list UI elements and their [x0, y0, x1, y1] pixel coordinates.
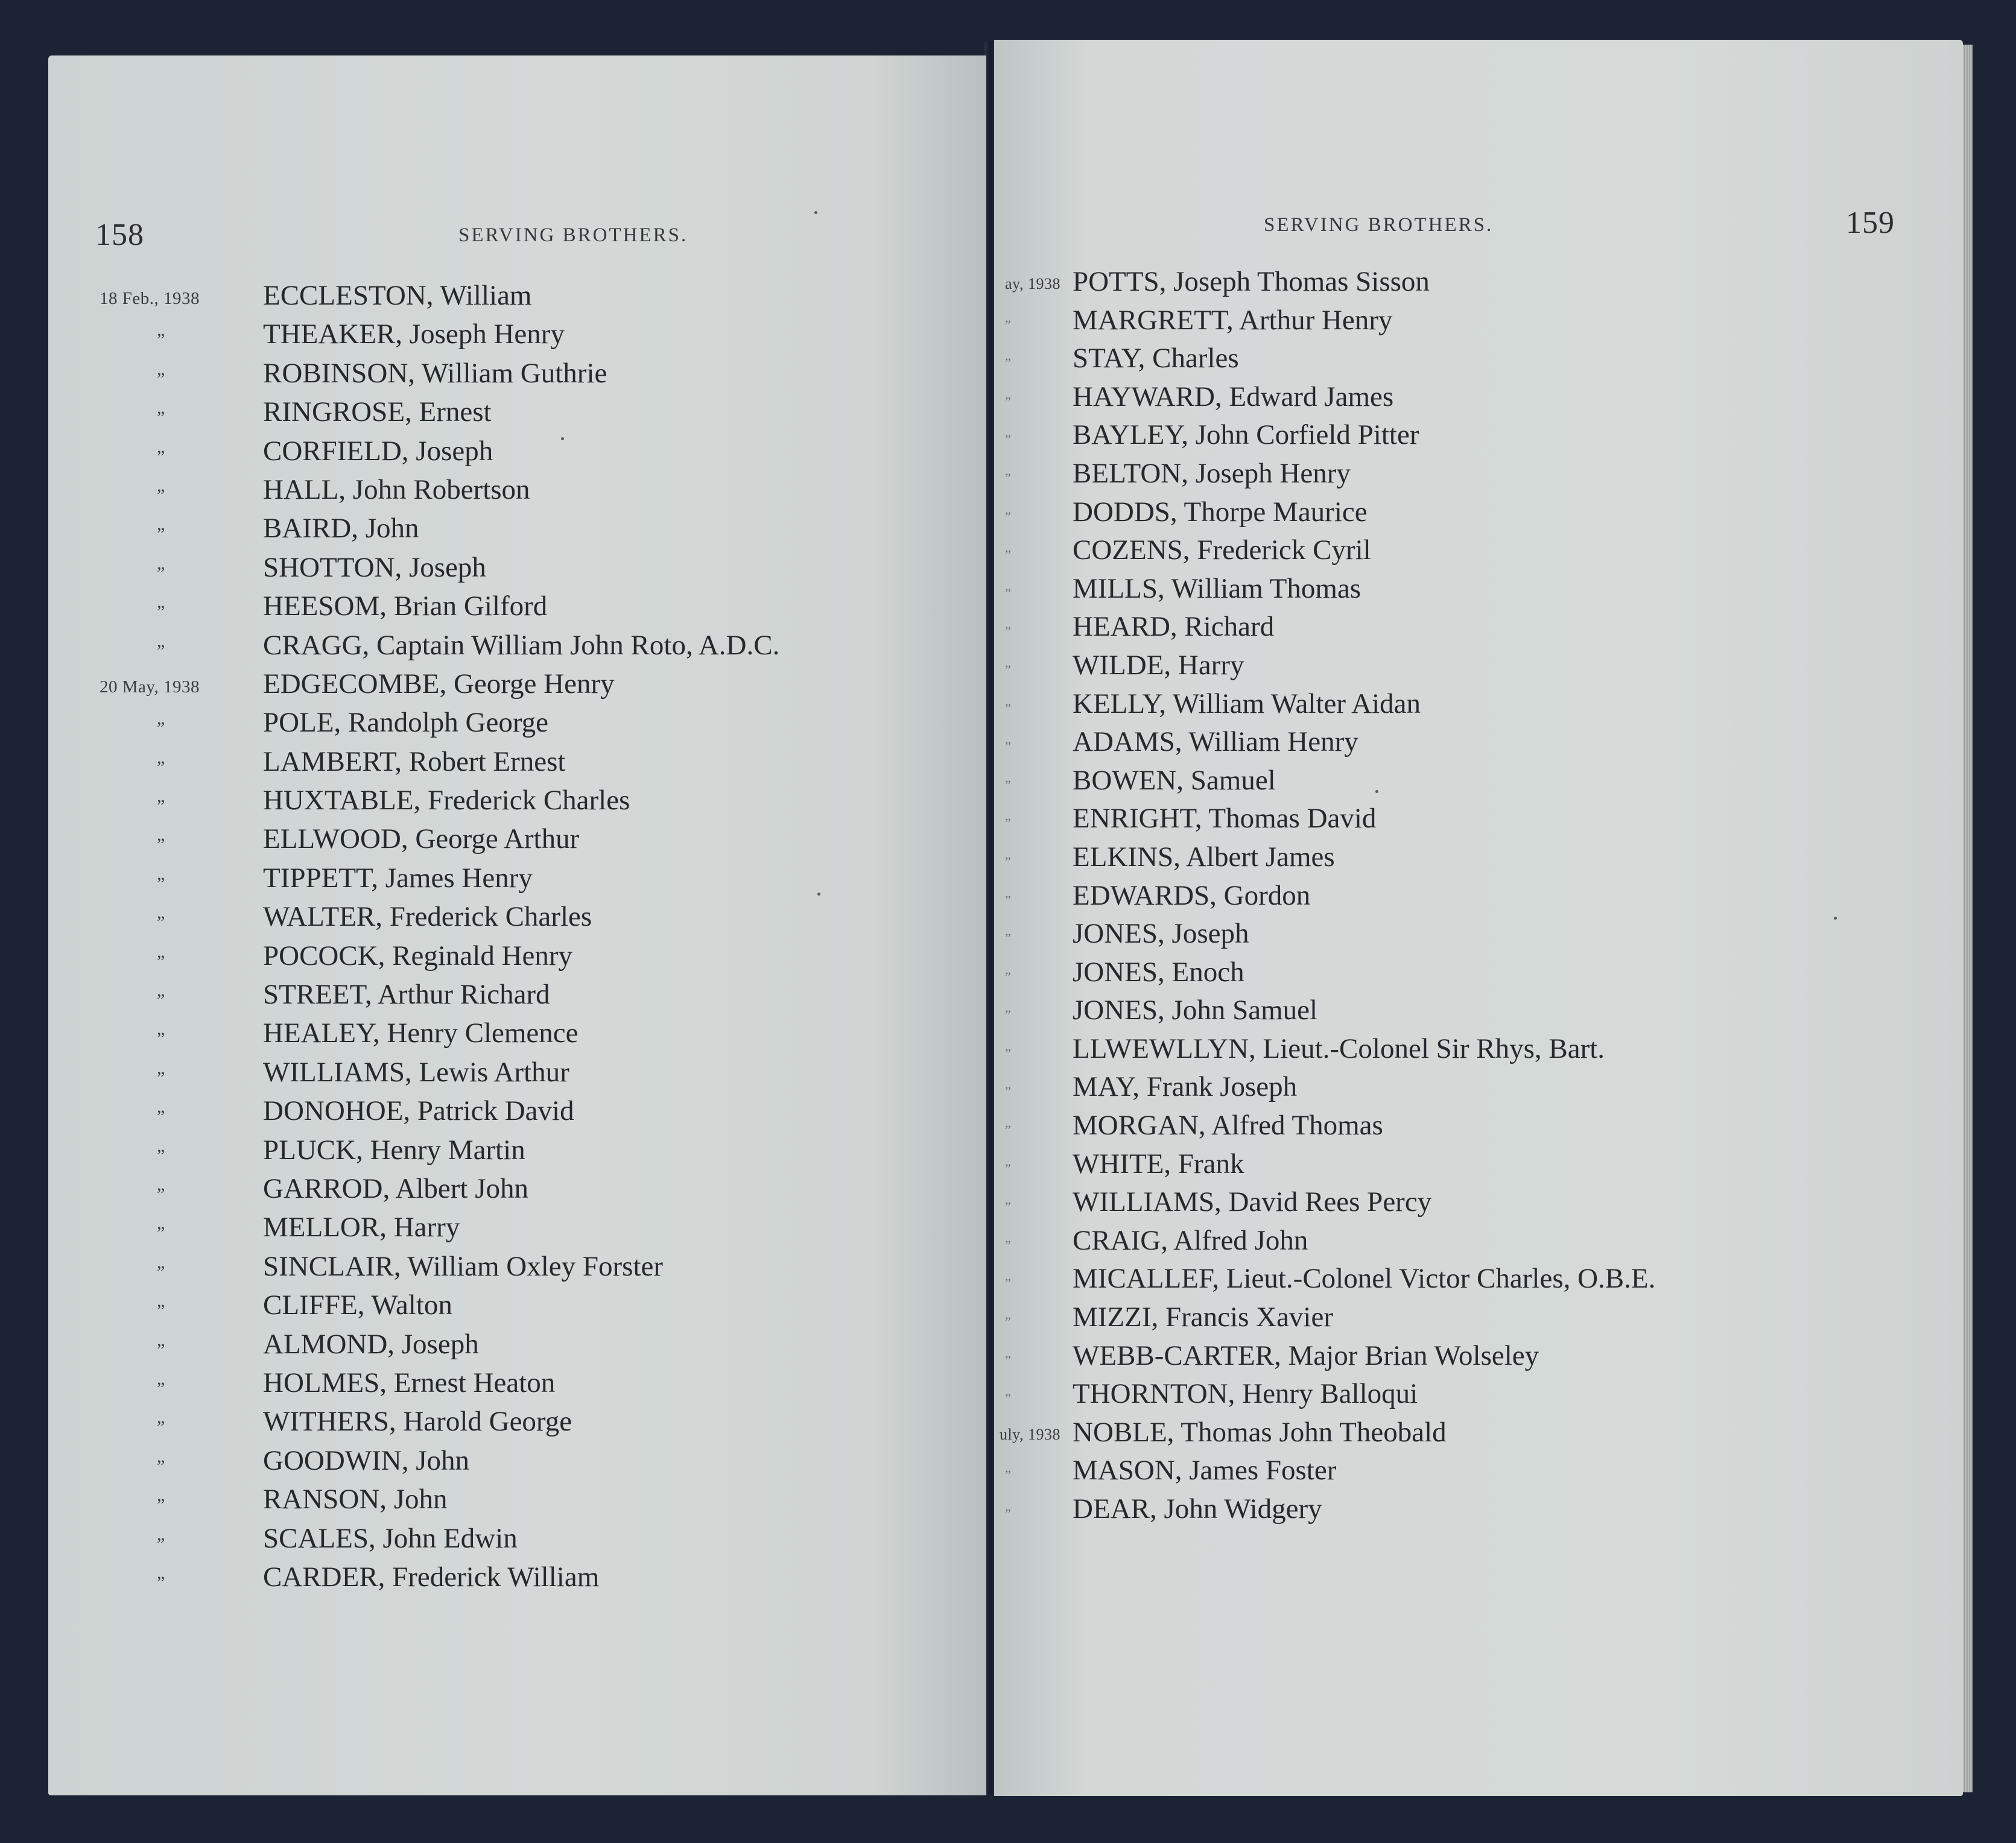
- list-item: [48, 473, 832, 512]
- entry-date: ”: [1005, 1391, 1012, 1406]
- entry-date: ”: [157, 330, 165, 350]
- entry-date: ”: [1005, 317, 1012, 332]
- entry-name: JONES, Enoch: [1073, 956, 1244, 988]
- list-item: [48, 1561, 832, 1599]
- list-item: [48, 1483, 832, 1522]
- entry-date: ”: [1005, 1199, 1012, 1215]
- entry-date: ”: [157, 1145, 165, 1166]
- entry-date: ”: [1005, 1314, 1012, 1330]
- entry-date: ”: [1005, 662, 1012, 677]
- entry-name: MILLS, William Thomas: [1073, 572, 1361, 604]
- list-item: [48, 1134, 832, 1172]
- entry-name: HEALEY, Henry Clemence: [263, 1017, 578, 1049]
- entry-name: CLIFFE, Walton: [263, 1289, 452, 1321]
- entry-date: ”: [157, 835, 165, 855]
- list-item: [994, 1493, 1778, 1531]
- right-member-list: [994, 265, 1778, 1531]
- entry-date: ”: [1005, 1007, 1012, 1023]
- entry-date: ”: [157, 757, 165, 777]
- list-item: [48, 823, 832, 861]
- entry-name: EDWARDS, Gordon: [1073, 879, 1311, 911]
- page-number-left: 158: [95, 218, 144, 252]
- list-item: [48, 357, 832, 396]
- entry-name: BAIRD, John: [263, 513, 419, 545]
- entry-name: HUXTABLE, Frederick Charles: [263, 785, 630, 817]
- entry-date: ”: [1005, 969, 1012, 984]
- entry-date: ”: [157, 990, 165, 1011]
- list-item: [994, 1377, 1778, 1416]
- entry-date: ”: [1005, 777, 1012, 792]
- entry-date: ”: [1005, 1160, 1012, 1176]
- entry-name: CORFIELD, Joseph: [263, 435, 493, 467]
- entry-date: ”: [157, 485, 165, 505]
- entry-name: WALTER, Frederick Charles: [263, 901, 592, 933]
- entry-date: ay, 1938: [1005, 275, 1060, 292]
- running-head-left: SERVING BROTHERS.: [458, 224, 688, 246]
- entry-name: DODDS, Thorpe Maurice: [1073, 496, 1368, 528]
- entry-date: ”: [1005, 1237, 1012, 1253]
- entry-name: MIZZI, Francis Xavier: [1073, 1301, 1333, 1333]
- entry-date: ”: [157, 1417, 165, 1438]
- entry-name: THEAKER, Joseph Henry: [263, 318, 565, 350]
- entry-date: ”: [157, 873, 165, 894]
- entry-name: TIPPETT, James Henry: [263, 862, 533, 894]
- entry-date: ”: [157, 1456, 165, 1476]
- entry-date: ”: [1005, 508, 1012, 524]
- running-head-right: SERVING BROTHERS.: [1264, 214, 1494, 236]
- entry-name: RANSON, John: [263, 1484, 448, 1516]
- entry-date: ”: [157, 563, 165, 583]
- print-speck: [561, 437, 564, 440]
- list-item: [994, 726, 1778, 764]
- entry-name: GARROD, Albert John: [263, 1172, 528, 1204]
- list-item: [994, 1186, 1778, 1224]
- list-item: [48, 1405, 832, 1444]
- entry-date: ”: [157, 1262, 165, 1282]
- entry-date: ”: [157, 951, 165, 972]
- list-item: [994, 1032, 1778, 1071]
- list-item: [48, 1056, 832, 1095]
- entry-date: ”: [1005, 585, 1012, 601]
- entry-date: ”: [1005, 432, 1012, 447]
- list-item: [994, 1224, 1778, 1263]
- entry-name: COZENS, Frederick Cyril: [1073, 534, 1371, 566]
- entry-name: ENRIGHT, Thomas David: [1073, 803, 1377, 835]
- list-item: [994, 764, 1778, 803]
- list-item: [994, 534, 1778, 572]
- entry-name: MARGRETT, Arthur Henry: [1073, 304, 1393, 336]
- list-item: [994, 457, 1778, 496]
- list-item: [48, 1289, 832, 1327]
- page-number-right: 159: [1846, 206, 1895, 240]
- list-item: [48, 396, 832, 434]
- entry-name: DONOHOE, Patrick David: [263, 1095, 574, 1127]
- entry-date: ”: [157, 368, 165, 389]
- list-item: [48, 1211, 832, 1250]
- entry-date: ”: [1005, 931, 1012, 946]
- list-item: [48, 978, 832, 1017]
- entry-date: ”: [1005, 739, 1012, 754]
- entry-date: ”: [157, 1378, 165, 1399]
- entry-name: MORGAN, Alfred Thomas: [1073, 1110, 1383, 1142]
- entry-date: ”: [1005, 470, 1012, 485]
- entry-name: JONES, John Samuel: [1073, 994, 1318, 1026]
- entry-date: ”: [1005, 624, 1012, 639]
- entry-name: KELLY, William Walter Aidan: [1073, 688, 1421, 719]
- list-item: [48, 862, 832, 900]
- entry-name: MICALLEF, Lieut.-Colonel Victor Charles, O.B.E.: [1073, 1263, 1656, 1295]
- print-speck: [1834, 917, 1837, 920]
- entry-name: STAY, Charles: [1073, 343, 1239, 375]
- list-item: [48, 512, 832, 551]
- entry-date: ”: [1005, 1122, 1012, 1138]
- entry-date: ”: [1005, 1352, 1012, 1368]
- list-item: [48, 940, 832, 978]
- print-speck: [814, 211, 817, 214]
- entry-name: WHITE, Frank: [1073, 1148, 1244, 1180]
- list-item: [994, 1148, 1778, 1186]
- list-item: [994, 917, 1778, 956]
- entry-date: ”: [1005, 1045, 1012, 1061]
- entry-date: ”: [157, 524, 165, 545]
- list-item: [994, 1454, 1778, 1493]
- entry-date: ”: [157, 1067, 165, 1088]
- entry-date: ”: [1005, 547, 1012, 563]
- entry-name: JONES, Joseph: [1073, 918, 1249, 950]
- entry-date: ”: [157, 912, 165, 933]
- entry-name: HAYWARD, Edward James: [1073, 381, 1394, 413]
- entry-name: EDGECOMBE, George Henry: [263, 668, 615, 700]
- entry-date: ”: [1005, 700, 1012, 716]
- entry-date: ”: [1005, 815, 1012, 831]
- entry-name: SCALES, John Edwin: [263, 1522, 518, 1554]
- entry-name: BELTON, Joseph Henry: [1073, 457, 1351, 489]
- list-item: [994, 1339, 1778, 1378]
- entry-date: ”: [157, 796, 165, 817]
- entry-date: ”: [1005, 1467, 1012, 1483]
- entry-name: ALMOND, Joseph: [263, 1328, 479, 1360]
- list-item: [994, 879, 1778, 918]
- list-item: [48, 279, 832, 318]
- entry-name: WILDE, Harry: [1073, 649, 1244, 681]
- list-item: [48, 1522, 832, 1561]
- entry-name: HEARD, Richard: [1073, 611, 1275, 643]
- entry-name: POLE, Randolph George: [263, 707, 548, 739]
- entry-name: CARDER, Frederick William: [263, 1561, 600, 1593]
- entry-date: ”: [157, 1495, 165, 1516]
- entry-date: ”: [157, 1029, 165, 1049]
- list-item: [48, 784, 832, 823]
- entry-name: STREET, Arthur Richard: [263, 979, 550, 1011]
- list-item: [994, 956, 1778, 994]
- entry-name: ROBINSON, William Guthrie: [263, 357, 607, 389]
- entry-name: HALL, John Robertson: [263, 473, 530, 505]
- entry-date: 18 Feb., 1938: [100, 289, 200, 308]
- entry-name: CRAGG, Captain William John Roto, A.D.C.: [263, 629, 780, 661]
- entry-name: ELKINS, Albert James: [1073, 841, 1335, 873]
- entry-name: HOLMES, Ernest Heaton: [263, 1367, 556, 1399]
- entry-name: MAY, Frank Joseph: [1073, 1071, 1298, 1103]
- entry-name: MELLOR, Harry: [263, 1212, 460, 1244]
- list-item: [48, 668, 832, 706]
- list-item: [994, 1262, 1778, 1301]
- list-item: [994, 1070, 1778, 1109]
- list-item: [994, 610, 1778, 649]
- list-item: [994, 342, 1778, 381]
- entry-date: ”: [157, 1184, 165, 1204]
- entry-name: SHOTTON, Joseph: [263, 551, 486, 583]
- list-item: [994, 304, 1778, 343]
- page-edges: [1963, 45, 1973, 1792]
- entry-name: MASON, James Foster: [1073, 1455, 1337, 1487]
- list-item: [48, 745, 832, 784]
- entry-date: ”: [157, 1223, 165, 1244]
- entry-date: ”: [1005, 355, 1012, 371]
- entry-date: ”: [157, 602, 165, 622]
- list-item: [48, 1017, 832, 1055]
- list-item: [994, 496, 1778, 534]
- list-item: [994, 381, 1778, 419]
- entry-name: SINCLAIR, William Oxley Forster: [263, 1250, 664, 1282]
- list-item: [994, 841, 1778, 879]
- list-item: [48, 551, 832, 590]
- print-speck: [1375, 790, 1378, 793]
- list-item: [48, 900, 832, 939]
- entry-name: POTTS, Joseph Thomas Sisson: [1073, 266, 1430, 297]
- list-item: [994, 802, 1778, 841]
- entry-date: ”: [157, 1339, 165, 1360]
- print-speck: [817, 893, 820, 896]
- list-item: [48, 1444, 832, 1483]
- entry-name: ELLWOOD, George Arthur: [263, 823, 580, 855]
- entry-name: ADAMS, William Henry: [1073, 726, 1358, 758]
- entry-date: ”: [157, 408, 165, 428]
- list-item: [48, 1328, 832, 1367]
- entry-date: ”: [157, 446, 165, 467]
- entry-date: ”: [157, 718, 165, 739]
- entry-date: ”: [157, 1107, 165, 1127]
- entry-name: WILLIAMS, Lewis Arthur: [263, 1056, 569, 1088]
- entry-date: ”: [1005, 1276, 1012, 1291]
- entry-name: BOWEN, Samuel: [1073, 764, 1276, 796]
- entry-name: BAYLEY, John Corfield Pitter: [1073, 419, 1419, 451]
- list-item: [994, 688, 1778, 726]
- list-item: [48, 1250, 832, 1289]
- entry-date: ”: [1005, 853, 1012, 869]
- list-item: [994, 265, 1778, 304]
- list-item: [48, 318, 832, 356]
- entry-name: DEAR, John Widgery: [1073, 1493, 1322, 1525]
- entry-name: THORNTON, Henry Balloqui: [1073, 1378, 1418, 1410]
- entry-name: WILLIAMS, David Rees Percy: [1073, 1186, 1432, 1218]
- entry-date: ”: [157, 1572, 165, 1593]
- list-item: [994, 994, 1778, 1032]
- list-item: [48, 1095, 832, 1133]
- entry-date: ”: [157, 1534, 165, 1554]
- list-item: [994, 1416, 1778, 1455]
- list-item: [48, 435, 832, 473]
- entry-name: PLUCK, Henry Martin: [263, 1134, 525, 1166]
- entry-name: RINGROSE, Ernest: [263, 396, 492, 428]
- entry-name: WITHERS, Harold George: [263, 1406, 572, 1438]
- list-item: [48, 590, 832, 628]
- entry-date: ”: [1005, 1084, 1012, 1099]
- entry-name: LAMBERT, Robert Ernest: [263, 745, 566, 777]
- entry-date: ”: [1005, 892, 1012, 908]
- entry-name: POCOCK, Reginald Henry: [263, 940, 573, 972]
- left-member-list: [48, 279, 832, 1599]
- list-item: [48, 1367, 832, 1405]
- entry-name: GOODWIN, John: [263, 1444, 470, 1476]
- list-item: [994, 1301, 1778, 1339]
- list-item: [48, 706, 832, 745]
- entry-date: uly, 1938: [999, 1425, 1060, 1443]
- list-item: [994, 572, 1778, 611]
- entry-date: ”: [157, 1301, 165, 1321]
- entry-name: LLWEWLLYN, Lieut.-Colonel Sir Rhys, Bart.: [1073, 1032, 1605, 1064]
- entry-date: ”: [157, 640, 165, 661]
- list-item: [994, 419, 1778, 457]
- entry-date: ”: [1005, 1506, 1012, 1521]
- entry-name: NOBLE, Thomas John Theobald: [1073, 1416, 1447, 1448]
- list-item: [48, 629, 832, 668]
- list-item: [994, 1109, 1778, 1148]
- entry-date: 20 May, 1938: [100, 677, 200, 697]
- entry-name: CRAIG, Alfred John: [1073, 1224, 1308, 1256]
- entry-date: ”: [1005, 393, 1012, 409]
- list-item: [48, 1172, 832, 1211]
- entry-name: ECCLESTON, William: [263, 280, 532, 311]
- list-item: [994, 649, 1778, 688]
- entry-name: WEBB-CARTER, Major Brian Wolseley: [1073, 1339, 1539, 1371]
- entry-name: HEESOM, Brian Gilford: [263, 590, 548, 622]
